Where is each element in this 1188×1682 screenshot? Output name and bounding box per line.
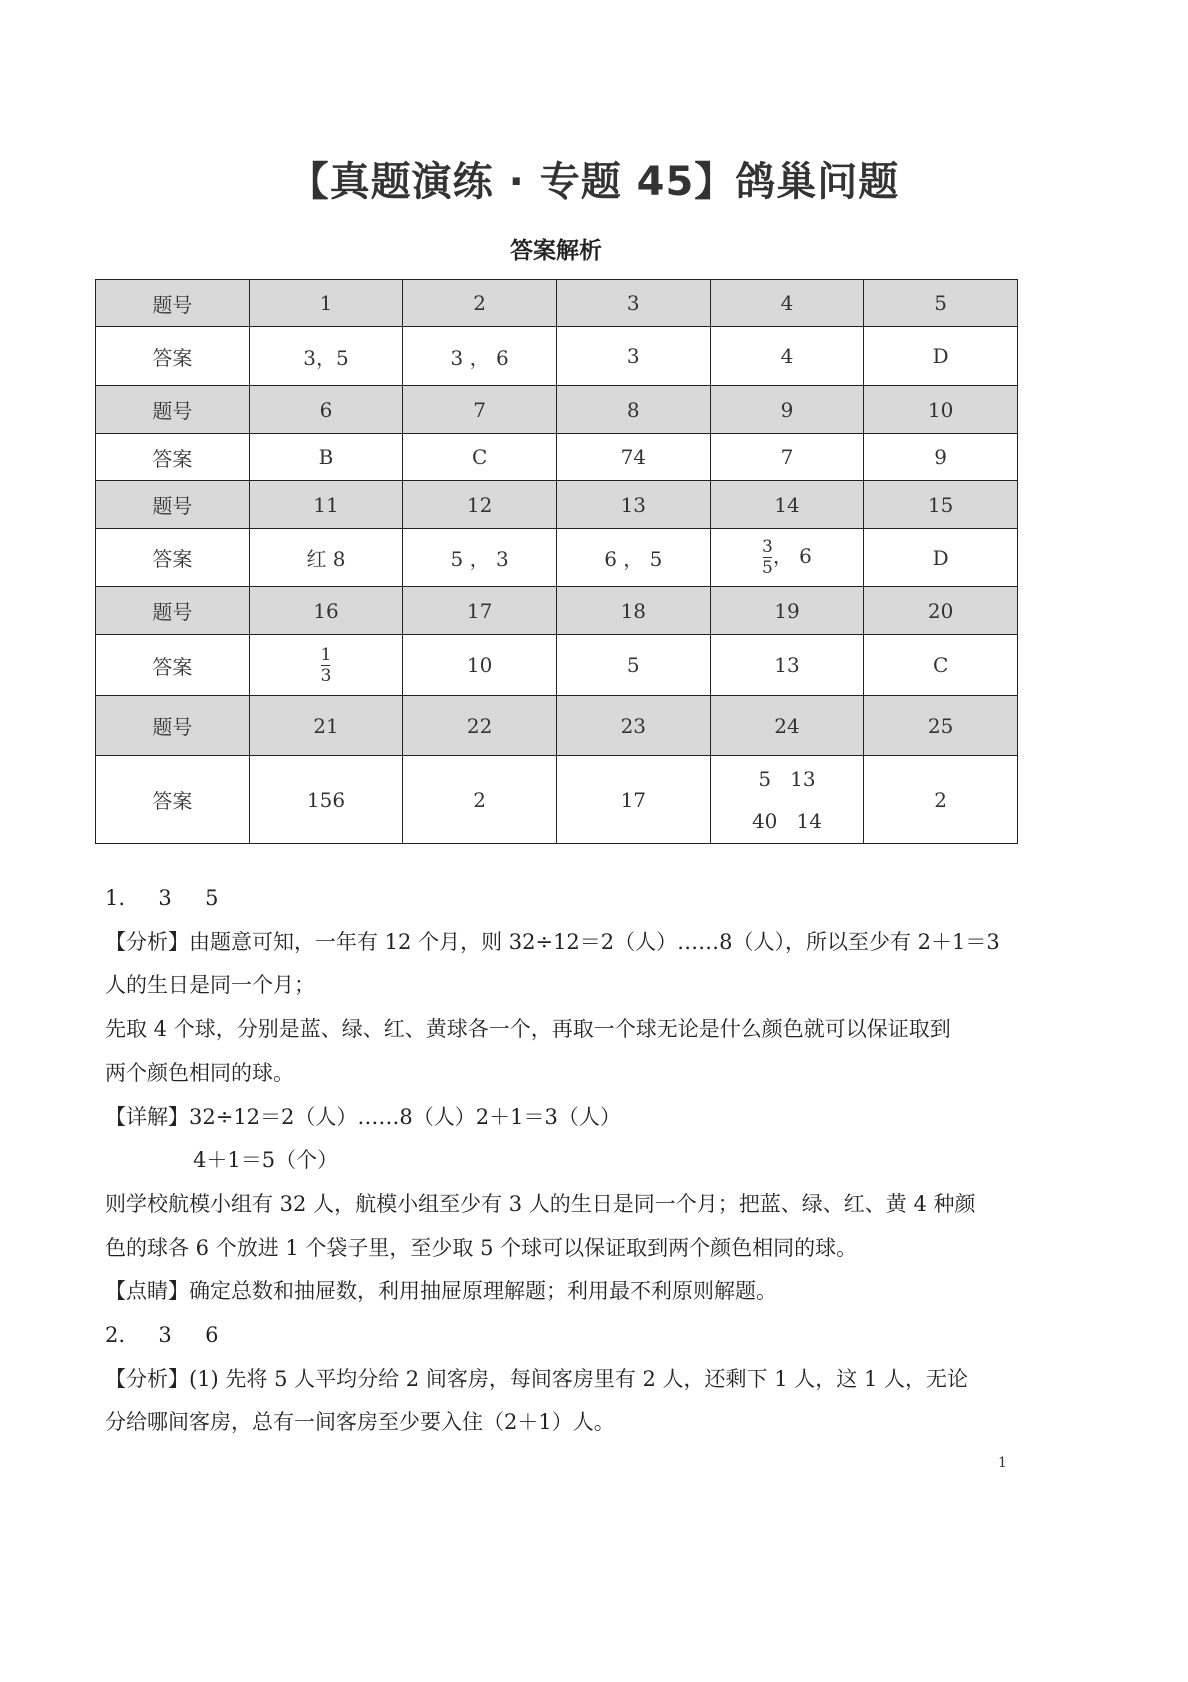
answer-text: D [932,545,949,570]
question-number: 6 [249,386,403,434]
answer-row [96,327,1018,386]
answer-text: 6 ， 5 [604,547,663,571]
answer-cell [556,529,710,587]
question-number: 18 [556,587,710,635]
answer-text: 2 [934,787,947,812]
answer-cell [249,635,403,696]
answer-cell [710,635,864,696]
row-label: 题号 [96,587,250,635]
denominator: 3 [320,665,332,686]
answer-text: 红 8 [306,547,346,571]
row-label: 答案 [96,327,250,386]
page-title: 【真题演练 · 专题 45】鸽巢问题 [288,159,900,205]
numerator: 3 [761,537,773,557]
solution-text [105,877,1025,1445]
answer-text: 4 [780,344,794,368]
question-number: 8 [556,386,710,434]
answer-text: 7 [780,445,794,469]
text-line: 则学校航模小组有 32 人，航模小组至少有 3 人的生日是同一个月；把蓝、绿、红、黄 4 种颜 [105,1191,976,1216]
question-number: 10 [864,386,1018,434]
row-label: 答案 [96,529,250,587]
answer-text: 74 [620,445,647,469]
text-line: 1. 3 5 [105,886,219,910]
page-number: 1 [998,1455,1007,1471]
answer-cell [249,529,403,587]
answer-cell [556,327,710,386]
answer-text: 156 [306,787,346,812]
question-number: 2 [403,280,557,327]
answer-cell [403,327,557,386]
answer-cell [403,635,557,696]
answer-cell [710,529,864,587]
row-label: 答案 [96,635,250,696]
row-label: 题号 [96,280,250,327]
answer-line: 5 13 [758,766,816,791]
answer-text: ， 6 [772,544,812,568]
answer-cell [403,529,557,587]
answer-cell [556,434,710,481]
text-line: 2. 3 6 [105,1323,219,1348]
answer-line: 40 14 [751,808,822,833]
answer-text: 9 [934,445,947,469]
question-number: 12 [403,481,557,529]
answer-cell [556,756,710,844]
page-subtitle: 答案解析 [510,237,602,264]
answer-text: 3 ， 6 [450,345,509,370]
text-line: 先取 4 个球，分别是蓝、绿、红、黄球各一个，再取一个球无论是什么颜色就可以保证取到 [105,1017,951,1042]
question-number-row [96,386,1018,434]
answer-text: 5 ， 3 [450,547,509,571]
text-line: 人的生日是同一个月； [105,973,315,998]
question-number: 3 [556,280,710,327]
row-label: 题号 [96,481,250,529]
question-number-row [96,587,1018,635]
answer-cell [403,756,557,844]
question-number: 7 [403,386,557,434]
text-line: 【分析】(1) 先将 5 人平均分给 2 间客房，每间客房里有 2 人，还剩下 1 人，这 1 人，无论 [105,1366,968,1391]
answer-cell [864,756,1018,844]
question-number: 24 [710,696,864,756]
text-line: 两个颜色相同的球。 [105,1060,294,1085]
answer-text: 3，5 [303,345,349,370]
question-number: 1 [249,280,403,327]
answer-cell [864,635,1018,696]
answer-cell [864,327,1018,386]
answer-cell [864,434,1018,481]
question-number: 16 [249,587,403,635]
answer-text: C [932,653,949,677]
question-number: 21 [249,696,403,756]
row-label: 题号 [96,386,250,434]
answer-cell [710,327,864,386]
answer-text: C [471,445,488,469]
fraction [762,539,773,576]
answer-row [96,434,1018,481]
text-line: 色的球各 6 个放进 1 个袋子里，至少取 5 个球可以保证取到两个颜色相同的球。 [105,1235,858,1260]
question-number: 5 [864,280,1018,327]
question-number-row [96,481,1018,529]
row-label: 答案 [96,756,250,844]
question-number: 13 [556,481,710,529]
answer-cell [403,434,557,481]
question-number: 25 [864,696,1018,756]
question-number: 17 [403,587,557,635]
answer-cell [249,327,403,386]
answer-cell [249,434,403,481]
question-number-row [96,696,1018,756]
answer-cell [556,635,710,696]
answer-row [96,756,1018,844]
question-number-row [96,280,1018,327]
answer-text: 13 [774,653,800,677]
numerator: 1 [320,644,332,665]
answer-text: 2 [473,787,486,812]
answer-table [95,279,1018,844]
row-label: 题号 [96,696,250,756]
question-number: 11 [249,481,403,529]
answer-cell [249,756,403,844]
answer-text: B [318,445,334,469]
text-line: 分给哪间客房，总有一间客房至少要入住（2＋1）人。 [105,1410,615,1435]
answer-row [96,635,1018,696]
answer-row [96,529,1018,587]
question-number: 20 [864,587,1018,635]
text-line: 【详解】32÷12＝2（人）……8（人）2＋1＝3（人） [105,1104,621,1129]
answer-text: 17 [620,787,647,812]
question-number: 4 [710,280,864,327]
answer-text: 3 [626,344,640,368]
answer-text: 5 [626,653,640,677]
question-number: 22 [403,696,557,756]
answer-text: D [932,344,949,368]
answer-text: 10 [466,653,493,677]
text-line: 【分析】由题意可知，一年有 12 个月，则 32÷12＝2（人）……8（人），所以至少有 2＋1＝3 [105,929,1000,954]
question-number: 9 [710,386,864,434]
denominator: 5 [761,558,773,578]
row-label: 答案 [96,434,250,481]
text-line: 【点睛】确定总数和抽屉数，利用抽屉原理解题；利用最不利原则解题。 [105,1279,777,1304]
question-number: 19 [710,587,864,635]
question-number: 15 [864,481,1018,529]
fraction [320,644,332,686]
answer-cell [710,434,864,481]
answer-cell [710,756,864,844]
question-number: 23 [556,696,710,756]
question-number: 14 [710,481,864,529]
answer-cell [864,529,1018,587]
text-line: 4＋1＝5（个） [193,1148,339,1173]
